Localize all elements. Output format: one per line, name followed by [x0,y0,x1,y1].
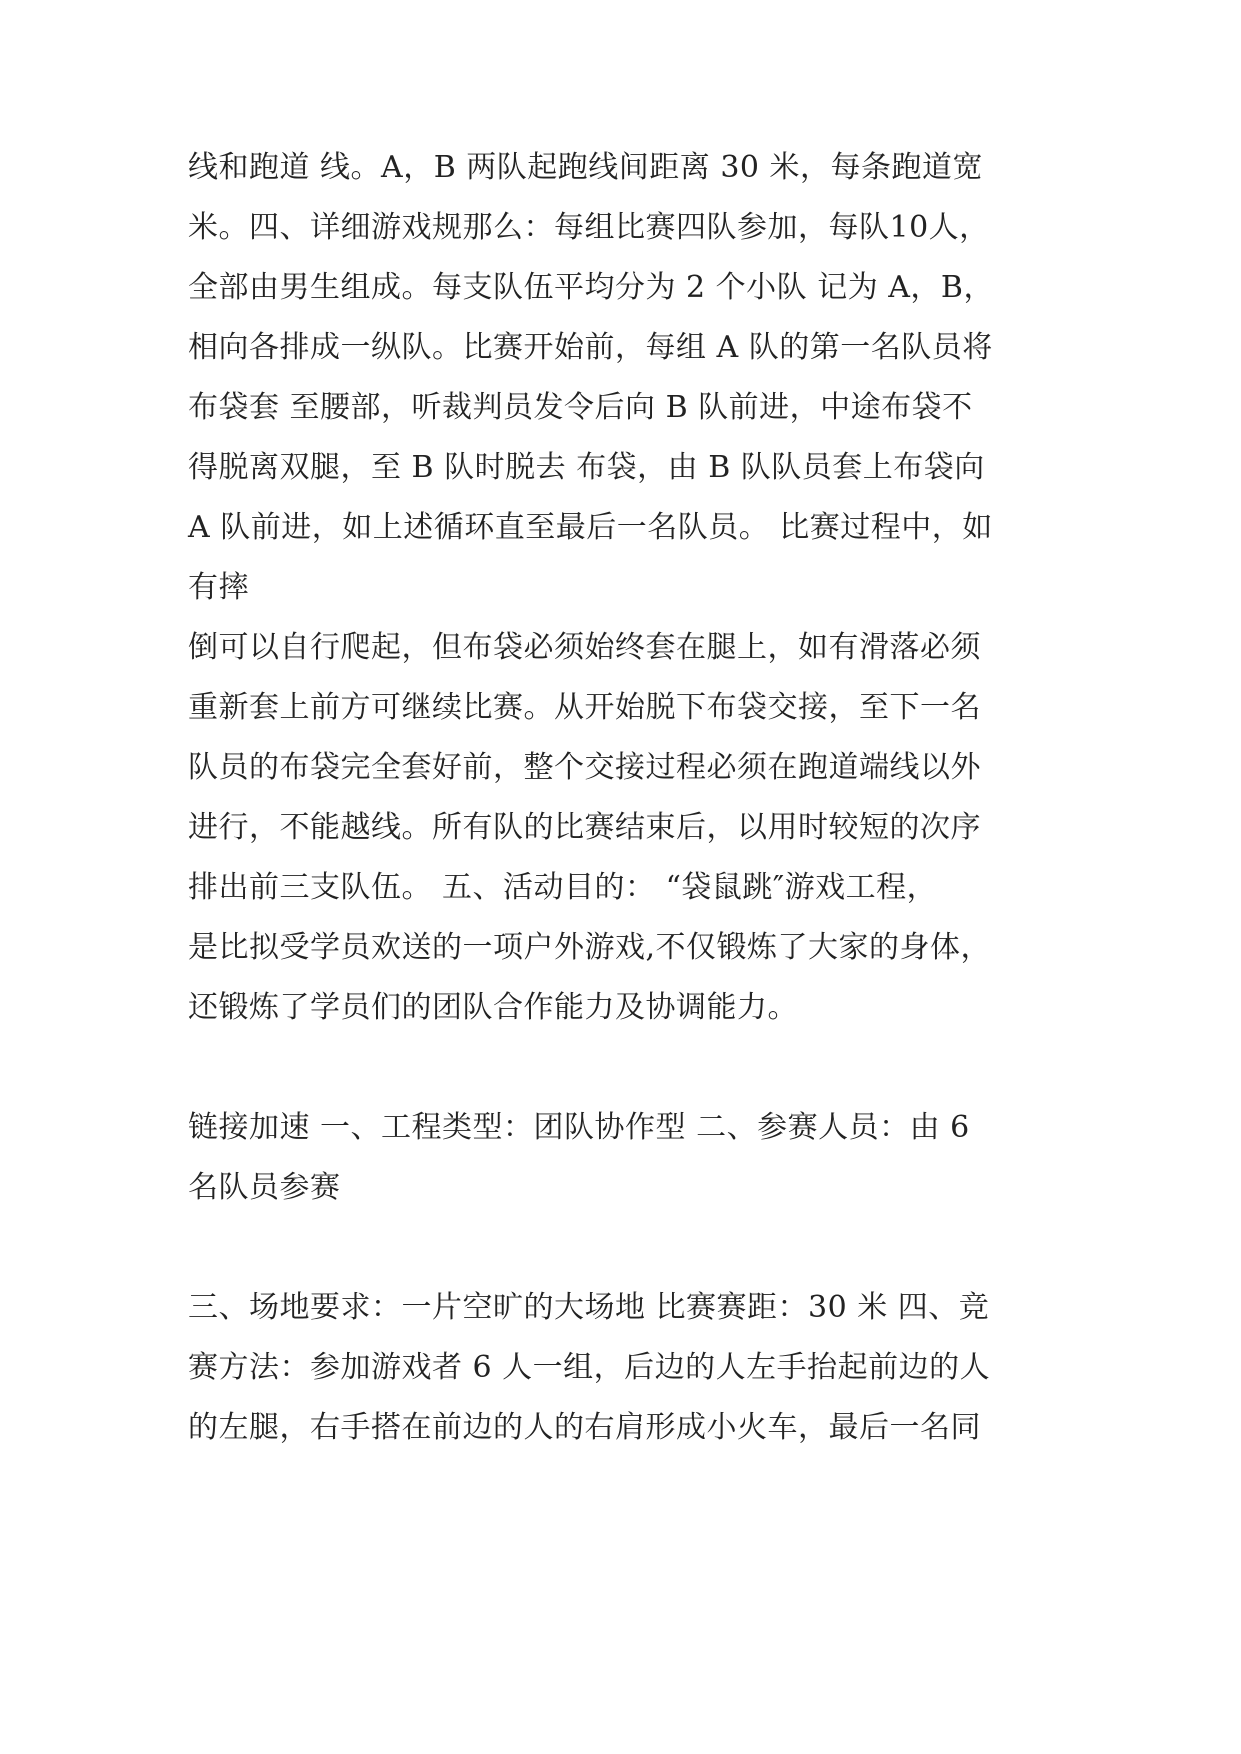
text-line: A 队前进，如上述循环直至最后一名队员。 比赛过程中，如 [188,510,993,545]
text-line: 全部由男生组成。每支队伍平均分为 2 个小队 记为 A，B， [188,270,994,305]
text-line: 相向各排成一纵队。比赛开始前，每组 A 队的第一名队员将 [188,330,993,365]
text-line: 队员的布袋完全套好前，整个交接过程必须在跑道端线以外 [188,750,981,785]
text-line: 还锻炼了学员们的团队合作能力及协调能力。 [188,990,798,1025]
text-line: 是比拟受学员欢送的一项户外游戏,不仅锻炼了大家的身体， [188,930,992,965]
text-line: 的左腿，右手搭在前边的人的右肩形成小火车，最后一名同 [188,1410,981,1445]
text-line: 三、场地要求：一片空旷的大场地 比赛赛距：30 米 四、竞 [188,1290,990,1325]
text-line: 米。四、详细游戏规那么：每组比赛四队参加，每队10人， [188,210,990,245]
text-line: 进行，不能越线。所有队的比赛结束后，以用时较短的次序 [188,810,981,845]
text-line: 线和跑道 线。A，B 两队起跑线间距离 30 米，每条跑道宽 [188,150,984,185]
text-line: 倒可以自行爬起，但布袋必须始终套在腿上，如有滑落必须 [188,630,981,665]
text-line: 得脱离双腿，至 B 队时脱去 布袋，由 B 队队员套上布袋向 [188,450,985,485]
text-line: 赛方法：参加游戏者 6 人一组，后边的人左手抬起前边的人 [188,1350,991,1385]
text-line: 排出前三支队伍。 五、活动目的： “袋鼠跳″游戏工程， [188,870,938,905]
text-line: 有摔 [188,570,249,605]
text-line: 名队员参赛 [188,1170,341,1205]
text-line: 链接加速 一、工程类型：团队协作型 二、参赛人员：由 6 [188,1110,970,1145]
text-line: 布袋套 至腰部，听裁判员发令后向 B 队前进，中途布袋不 [188,390,973,425]
text-line: 重新套上前方可继续比赛。从开始脱下布袋交接，至下一名 [188,690,981,725]
